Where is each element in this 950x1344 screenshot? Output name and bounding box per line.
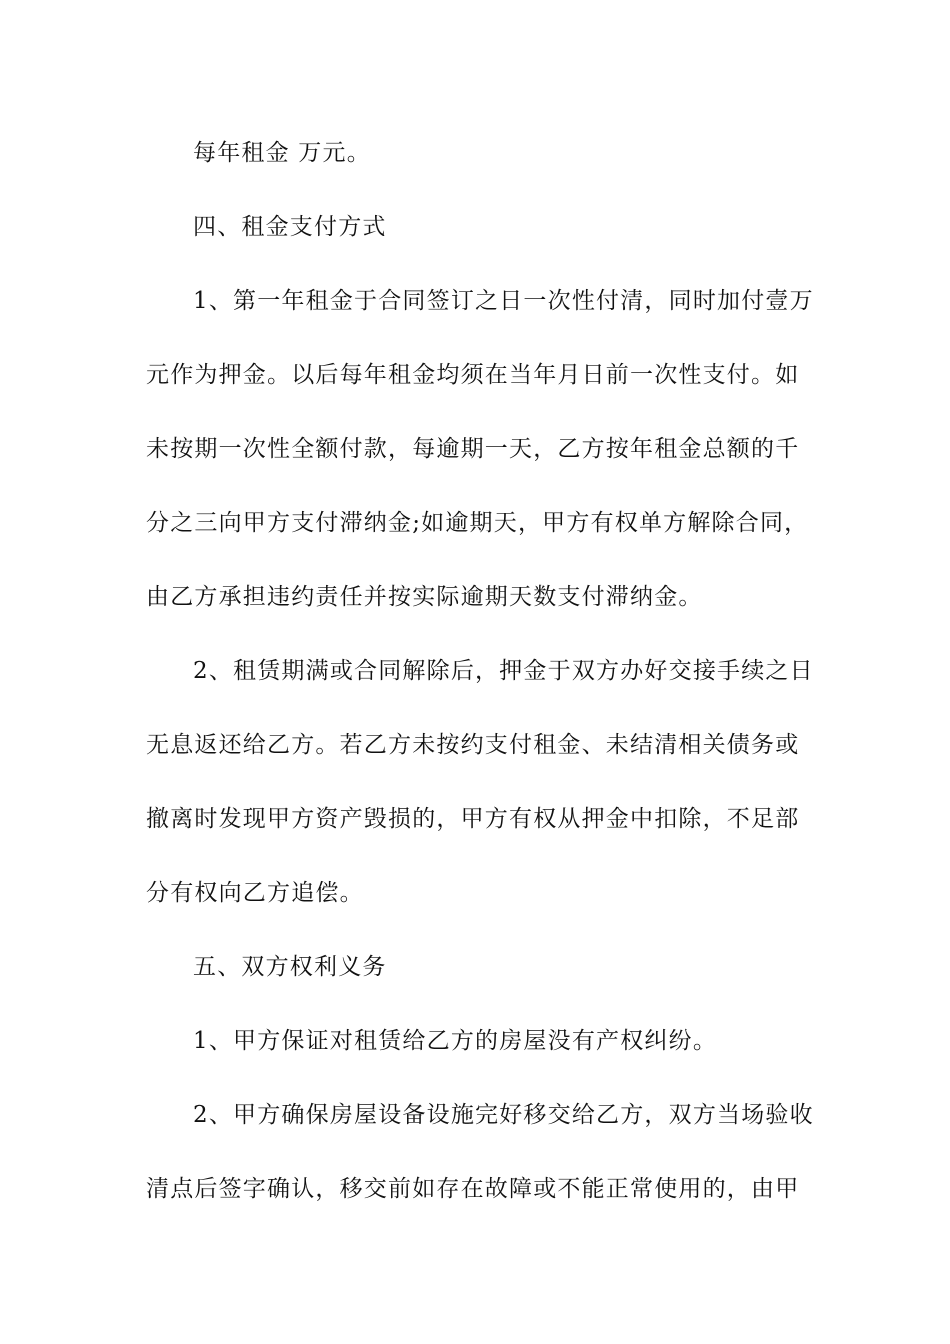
paragraph-line: 无息返还给乙方。若乙方未按约支付租金、未结清相关债务或 — [146, 732, 800, 758]
section-heading-rights: 五、双方权利义务 — [193, 954, 387, 980]
paragraph-line: 由乙方承担违约责任并按实际逾期天数支付滞纳金。 — [146, 584, 703, 610]
paragraph-line: 1、甲方保证对租赁给乙方的房屋没有产权纠纷。 — [193, 1028, 718, 1054]
paragraph-line: 分有权向乙方追偿。 — [146, 880, 364, 906]
paragraph-line: 分之三向甲方支付滞纳金;如逾期天，甲方有权单方解除合同， — [146, 510, 809, 536]
paragraph-line: 2、甲方确保房屋设备设施完好移交给乙方，双方当场验收 — [193, 1102, 814, 1128]
paragraph-line: 元作为押金。以后每年租金均须在当年月日前一次性支付。如 — [146, 362, 800, 388]
section-heading-payment: 四、租金支付方式 — [193, 214, 387, 240]
paragraph-line: 清点后签字确认，移交前如存在故障或不能正常使用的，由甲 — [146, 1176, 800, 1202]
paragraph-line: 撤离时发现甲方资产毁损的，甲方有权从押金中扣除，不足部 — [146, 806, 800, 832]
rent-amount-line: 每年租金 万元。 — [193, 140, 371, 166]
paragraph-line: 未按期一次性全额付款，每逾期一天，乙方按年租金总额的千 — [146, 436, 800, 462]
paragraph-line: 2、租赁期满或合同解除后，押金于双方办好交接手续之日 — [193, 658, 814, 684]
paragraph-line: 1、第一年租金于合同签订之日一次性付清，同时加付壹万 — [193, 288, 814, 314]
